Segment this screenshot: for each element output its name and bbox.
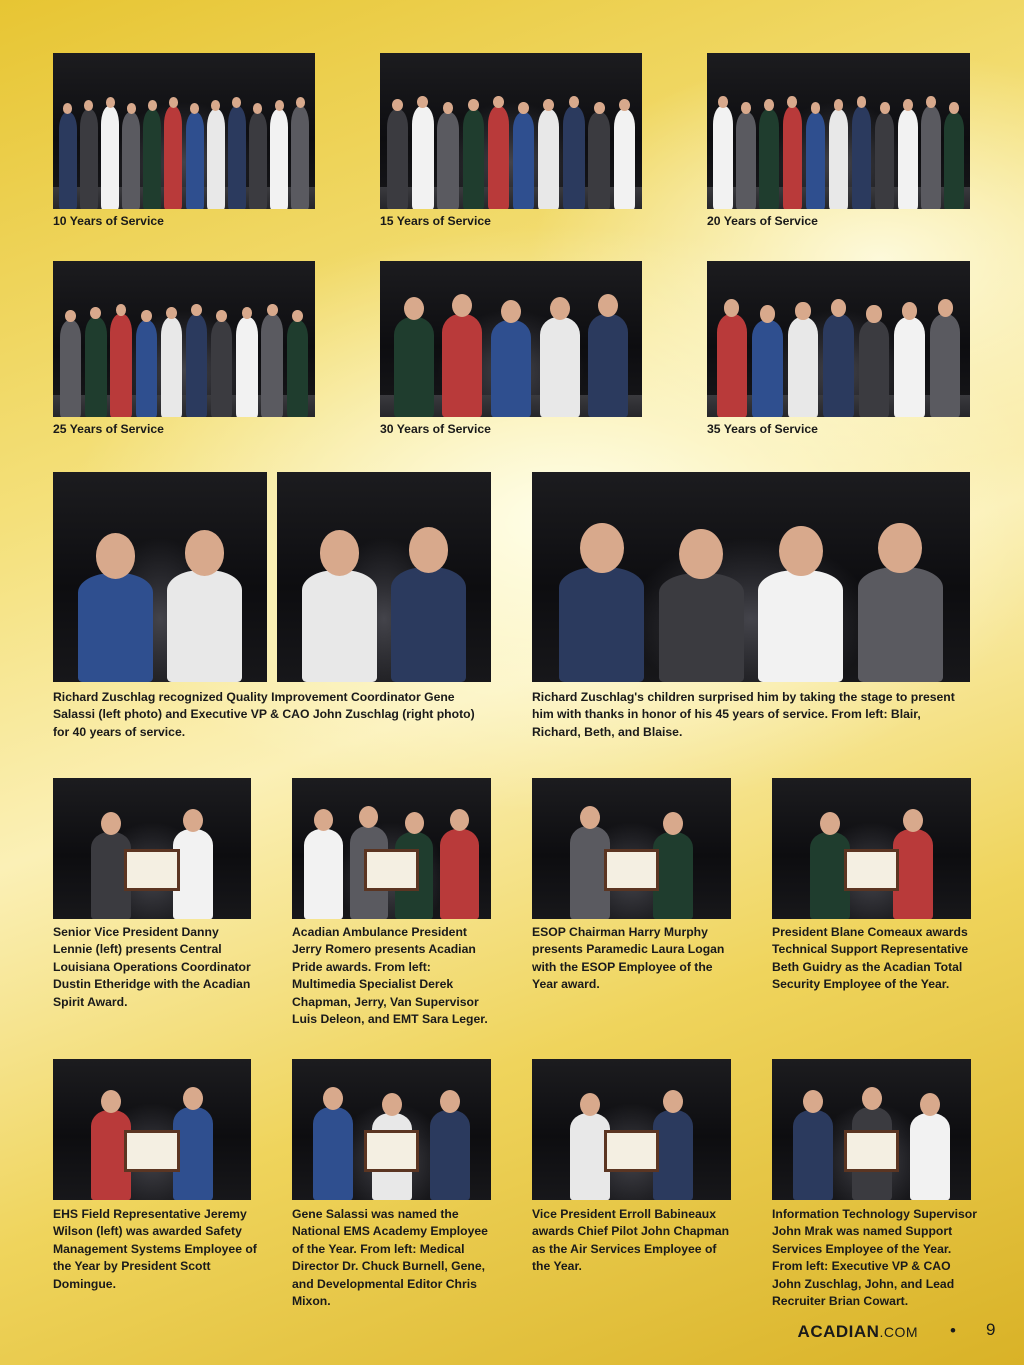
- person-head: [183, 809, 203, 832]
- person-silhouette: [80, 109, 98, 209]
- person-head: [101, 812, 121, 835]
- person-silhouette: [101, 106, 119, 209]
- person-silhouette: [829, 109, 849, 209]
- person-head: [320, 530, 359, 575]
- person-head: [857, 96, 867, 107]
- person-silhouette: [910, 1113, 950, 1200]
- person-silhouette: [488, 106, 509, 209]
- person-head: [663, 1090, 683, 1113]
- person-silhouette: [659, 573, 744, 682]
- person-silhouette: [783, 106, 803, 209]
- person-silhouette: [736, 112, 756, 209]
- footer-brand-suffix: .COM: [879, 1324, 918, 1340]
- person-head: [903, 99, 913, 110]
- person-head: [679, 529, 723, 580]
- caption-award-ems-academy: Gene Salassi was named the National EMS Academy Employee of the Year. From left: Medical Director Dr. Chuck Burnell, Gene, and Developmental Editor Chris Mixon.: [292, 1207, 488, 1309]
- person-silhouette: [513, 112, 534, 209]
- caption-15-years: 15 Years of Service: [380, 214, 491, 228]
- person-head: [296, 97, 305, 107]
- person-silhouette: [858, 567, 943, 682]
- person-silhouette: [894, 317, 924, 417]
- person-silhouette: [60, 320, 81, 417]
- photo-award-safety-management: [53, 1059, 251, 1200]
- award-plaque: [844, 1130, 900, 1172]
- person-head: [191, 304, 202, 316]
- person-silhouette: [412, 106, 433, 209]
- person-silhouette: [793, 1110, 833, 1200]
- person-silhouette: [249, 112, 267, 209]
- person-head: [569, 96, 580, 108]
- caption-30-years: 30 Years of Service: [380, 422, 491, 436]
- photo-40-years-right: [277, 472, 491, 682]
- person-head: [65, 310, 76, 322]
- person-silhouette: [614, 109, 635, 209]
- caption-award-acadian-spirit: Senior Vice President Danny Lennie (left) presents Central Louisiana Operations Coordinator Dustin Etheridge with the Acadian Spirit Award.: [53, 925, 251, 1009]
- person-head: [580, 1093, 600, 1116]
- person-silhouette: [304, 829, 342, 919]
- person-silhouette: [143, 109, 161, 209]
- person-head: [468, 99, 479, 111]
- person-silhouette: [540, 317, 580, 417]
- person-head: [880, 102, 890, 113]
- person-silhouette: [588, 112, 609, 209]
- person-head: [663, 812, 683, 835]
- person-head: [242, 307, 253, 319]
- person-head: [116, 304, 127, 316]
- footer-separator: •: [950, 1321, 956, 1340]
- person-head: [543, 99, 554, 111]
- photo-35-years: [707, 261, 970, 417]
- person-silhouette: [437, 112, 458, 209]
- person-head: [926, 96, 936, 107]
- person-silhouette: [875, 112, 895, 209]
- person-silhouette: [463, 109, 484, 209]
- person-silhouette: [559, 567, 644, 682]
- person-head: [127, 103, 136, 113]
- person-head: [106, 97, 115, 107]
- caption-award-acadian-pride: Acadian Ambulance President Jerry Romero presents Acadian Pride awards. From left: Multimedia Specialist Derek Chapman, Jerry, Van Supervisor Luis Deleon, and EMT Sara Leger.: [292, 925, 488, 1027]
- person-head: [518, 102, 529, 114]
- person-head: [440, 1090, 460, 1113]
- person-head: [795, 302, 810, 319]
- caption-award-air-services: Vice President Erroll Babineaux awards Chief Pilot John Chapman as the Air Services Employee of the Year.: [532, 1207, 730, 1274]
- person-head: [169, 97, 178, 107]
- person-head: [275, 100, 284, 110]
- person-head: [949, 102, 959, 113]
- person-silhouette: [752, 320, 782, 417]
- person-head: [580, 806, 600, 829]
- person-head: [166, 307, 177, 319]
- person-head: [323, 1087, 343, 1110]
- person-head: [831, 299, 846, 316]
- person-head: [314, 809, 333, 831]
- person-silhouette: [186, 314, 207, 417]
- person-silhouette: [287, 320, 308, 417]
- caption-family-45-years: Richard Zuschlag's children surprised him by taking the stage to present him with thanks in honor of his 45 years of service. From left: Blair, Richard, Beth, and Blaise.: [532, 690, 955, 739]
- person-silhouette: [78, 573, 154, 682]
- caption-25-years: 25 Years of Service: [53, 422, 164, 436]
- person-head: [450, 809, 469, 831]
- person-head: [359, 806, 378, 828]
- photo-25-years: [53, 261, 315, 417]
- person-silhouette: [852, 106, 872, 209]
- person-head: [878, 523, 922, 574]
- person-silhouette: [394, 317, 434, 417]
- photo-family-45-years: [532, 472, 970, 682]
- person-silhouette: [440, 829, 478, 919]
- person-head: [811, 102, 821, 113]
- photo-15-years: [380, 53, 642, 209]
- person-silhouette: [859, 320, 889, 417]
- person-silhouette: [85, 317, 106, 417]
- person-head: [741, 102, 751, 113]
- person-silhouette: [391, 567, 467, 682]
- person-silhouette: [228, 106, 246, 209]
- photo-30-years: [380, 261, 642, 417]
- person-silhouette: [717, 314, 747, 417]
- person-silhouette: [806, 112, 826, 209]
- person-silhouette: [930, 314, 960, 417]
- photo-award-ems-academy: [292, 1059, 491, 1200]
- person-head: [493, 96, 504, 108]
- person-silhouette: [313, 1107, 353, 1200]
- award-plaque: [124, 1130, 179, 1172]
- person-silhouette: [167, 570, 243, 682]
- person-head: [834, 99, 844, 110]
- caption-award-safety-management: EHS Field Representative Jeremy Wilson (left) was awarded Safety Management Systems Employee of the Year by President Scott Domingue.: [53, 1207, 257, 1291]
- footer-brand: [798, 1322, 918, 1342]
- person-head: [787, 96, 797, 107]
- person-silhouette: [161, 317, 182, 417]
- caption-award-esop: ESOP Chairman Harry Murphy presents Paramedic Laura Logan with the ESOP Employee of the Year award.: [532, 925, 725, 992]
- person-head: [96, 533, 135, 578]
- award-plaque: [604, 849, 660, 891]
- person-head: [216, 310, 227, 322]
- person-silhouette: [59, 112, 77, 209]
- person-head: [594, 102, 605, 114]
- person-silhouette: [136, 320, 157, 417]
- photo-award-air-services: [532, 1059, 731, 1200]
- photo-award-esop: [532, 778, 731, 919]
- award-plaque: [364, 1130, 420, 1172]
- person-head: [148, 100, 157, 110]
- photo-award-acadian-pride: [292, 778, 491, 919]
- person-head: [90, 307, 101, 319]
- person-silhouette: [270, 109, 288, 209]
- person-head: [779, 526, 823, 577]
- person-head: [866, 305, 881, 322]
- person-silhouette: [122, 112, 140, 209]
- caption-20-years: 20 Years of Service: [707, 214, 818, 228]
- person-head: [619, 99, 630, 111]
- photo-award-total-security: [772, 778, 971, 919]
- person-silhouette: [430, 1110, 470, 1200]
- person-head: [409, 527, 448, 572]
- person-head: [760, 305, 775, 322]
- footer-brand-name: ACADIAN: [797, 1322, 880, 1341]
- person-silhouette: [588, 314, 628, 417]
- award-plaque: [124, 849, 179, 891]
- person-silhouette: [387, 109, 408, 209]
- person-silhouette: [823, 314, 853, 417]
- photo-40-years-left: [53, 472, 267, 682]
- person-silhouette: [261, 314, 282, 417]
- person-silhouette: [538, 109, 559, 209]
- caption-35-years: 35 Years of Service: [707, 422, 818, 436]
- person-head: [183, 1087, 203, 1110]
- person-silhouette: [291, 106, 309, 209]
- person-head: [382, 1093, 402, 1116]
- person-silhouette: [442, 314, 482, 417]
- caption-40-years: Richard Zuschlag recognized Quality Improvement Coordinator Gene Salassi (left photo) and Executive VP & CAO John Zuschlag (right photo) for 40 years of service.: [53, 690, 475, 739]
- person-head: [764, 99, 774, 110]
- person-head: [267, 304, 278, 316]
- caption-award-total-security: President Blane Comeaux awards Technical Support Representative Beth Guidry as the Acadian Total Security Employee of the Year.: [772, 925, 969, 992]
- person-silhouette: [186, 112, 204, 209]
- photo-award-support-services: [772, 1059, 971, 1200]
- person-head: [803, 1090, 823, 1113]
- person-head: [920, 1093, 940, 1116]
- person-silhouette: [164, 106, 182, 209]
- person-head: [417, 96, 428, 108]
- person-silhouette: [563, 106, 584, 209]
- person-head: [101, 1090, 121, 1113]
- page-number: 9: [986, 1320, 996, 1339]
- photo-award-acadian-spirit: [53, 778, 251, 919]
- caption-10-years: 10 Years of Service: [53, 214, 164, 228]
- person-silhouette: [713, 106, 733, 209]
- person-silhouette: [302, 570, 378, 682]
- award-plaque: [604, 1130, 660, 1172]
- person-silhouette: [788, 317, 818, 417]
- person-head: [185, 530, 224, 575]
- award-plaque: [844, 849, 900, 891]
- person-silhouette: [758, 570, 843, 682]
- person-head: [141, 310, 152, 322]
- person-head: [63, 103, 72, 113]
- person-head: [452, 294, 472, 317]
- person-head: [938, 299, 953, 316]
- person-silhouette: [759, 109, 779, 209]
- person-head: [392, 99, 403, 111]
- person-silhouette: [944, 112, 964, 209]
- person-head: [443, 102, 454, 114]
- person-head: [724, 299, 739, 316]
- caption-award-support-services: Information Technology Supervisor John Mrak was named Support Services Employee of the Year. From left: Executive VP & CAO John Zuschlag, John, and Lead Recruiter Brian Cowart.: [772, 1207, 977, 1309]
- person-head: [211, 100, 220, 110]
- person-head: [405, 812, 424, 834]
- person-head: [292, 310, 303, 322]
- photo-10-years: [53, 53, 315, 209]
- award-plaque: [364, 849, 420, 891]
- person-silhouette: [491, 320, 531, 417]
- person-head: [820, 812, 840, 835]
- person-silhouette: [921, 106, 941, 209]
- person-head: [718, 96, 728, 107]
- person-head: [903, 809, 923, 832]
- person-head: [902, 302, 917, 319]
- person-silhouette: [236, 317, 257, 417]
- person-silhouette: [211, 320, 232, 417]
- person-head: [580, 523, 624, 574]
- person-head: [862, 1087, 882, 1110]
- person-silhouette: [898, 109, 918, 209]
- person-head: [232, 97, 241, 107]
- person-silhouette: [207, 109, 225, 209]
- person-head: [190, 103, 199, 113]
- person-head: [550, 297, 570, 320]
- person-silhouette: [110, 314, 131, 417]
- photo-20-years: [707, 53, 970, 209]
